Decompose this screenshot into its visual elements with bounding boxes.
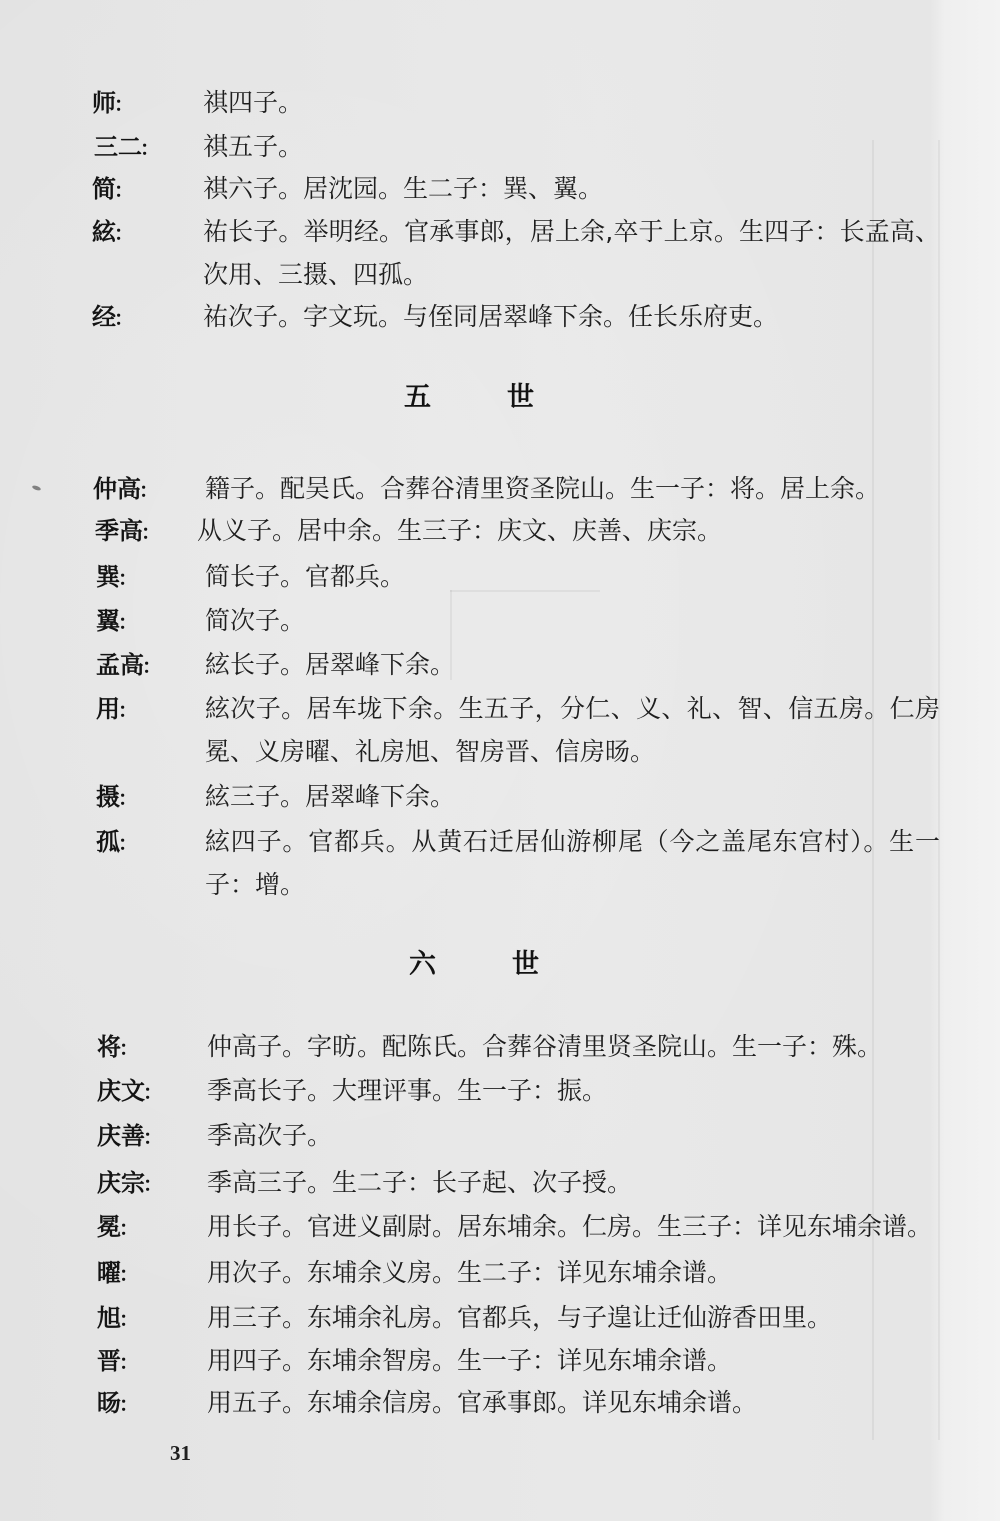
entry-row <box>0 782 1000 812</box>
entry-row-continuation <box>0 260 1000 290</box>
entry-row <box>0 474 1000 504</box>
entry-description: 絃次子。居车垅下余。生五子，分仁、义、礼、智、信五房。仁房 <box>205 694 940 723</box>
entry-description: 季高三子。生二子：长子起、次子授。 <box>207 1168 633 1197</box>
entry-description: 絃三子。居翠峰下余。 <box>205 782 456 811</box>
entry-row <box>0 1303 1000 1333</box>
entry-description: 子：增。 <box>205 870 306 899</box>
entry-name: 庆善： <box>97 1122 163 1150</box>
entry-row <box>0 174 1000 204</box>
entry-name: 孤： <box>96 828 138 856</box>
entry-name: 晋： <box>97 1347 139 1375</box>
entry-description: 用五子。东埔余信房。官承事郎。详见东埔余谱。 <box>207 1388 758 1417</box>
entry-row <box>0 1388 1000 1418</box>
entry-name: 简： <box>92 175 134 203</box>
entry-name: 师： <box>92 89 134 117</box>
entry-name: 旭： <box>97 1304 139 1332</box>
entry-description: 祺四子。 <box>203 88 304 117</box>
entry-row <box>0 1212 1000 1242</box>
entry-description: 籍子。配吴氏。合葬谷清里资圣院山。生一子：将。居上余。 <box>205 474 881 503</box>
generation-heading: 六世 <box>409 949 615 980</box>
entry-name: 用： <box>96 695 138 723</box>
entry-row <box>0 1032 1000 1062</box>
entry-row <box>0 650 1000 680</box>
entry-row <box>0 1168 1000 1198</box>
entry-name: 庆宗： <box>97 1169 163 1197</box>
entry-name: 经： <box>92 303 134 331</box>
entry-description: 季高长子。大理评事。生一子：振。 <box>207 1076 608 1105</box>
entry-description: 次用、三摄、四孤。 <box>203 260 429 289</box>
entry-name: 三二： <box>94 133 160 161</box>
entry-row <box>0 606 1000 636</box>
entry-description: 用三子。东埔余礼房。官都兵，与子遑让迁仙游香田里。 <box>207 1303 833 1332</box>
entry-name: 巽： <box>96 563 138 591</box>
entry-row <box>0 694 1000 724</box>
entry-name: 季高： <box>95 517 161 545</box>
entry-description: 用四子。东埔余智房。生一子：详见东埔余谱。 <box>207 1346 733 1375</box>
entry-description: 絃长子。居翠峰下余。 <box>205 650 456 679</box>
entry-row <box>0 1076 1000 1106</box>
page-number: 31 <box>170 1441 191 1465</box>
entry-row <box>0 1346 1000 1376</box>
entry-row <box>0 132 1000 162</box>
entry-row <box>0 516 1000 546</box>
entry-name: 庆文： <box>97 1077 163 1105</box>
entry-row <box>0 1121 1000 1151</box>
entry-name: 冕： <box>97 1213 139 1241</box>
entry-description: 仲高子。字昉。配陈氏。合葬谷清里贤圣院山。生一子：殊。 <box>207 1032 883 1061</box>
entry-row <box>0 1258 1000 1288</box>
entry-row <box>0 217 1000 247</box>
entry-name: 将： <box>97 1033 139 1061</box>
entry-description: 简次子。 <box>205 606 306 635</box>
entry-name: 絃： <box>92 218 134 246</box>
entry-row <box>0 827 1000 857</box>
generation-heading: 五世 <box>404 382 610 413</box>
entry-name: 旸： <box>97 1389 139 1417</box>
entry-name: 翼： <box>96 607 138 635</box>
entry-description: 季高次子。 <box>207 1121 333 1150</box>
entry-row <box>0 302 1000 332</box>
entry-name: 仲高： <box>93 475 159 503</box>
entry-description: 祐次子。字文玩。与侄同居翠峰下余。任长乐府吏。 <box>203 302 779 331</box>
entry-row-continuation <box>0 737 1000 767</box>
entry-name: 摄： <box>96 783 138 811</box>
entry-description: 用次子。东埔余义房。生二子：详见东埔余谱。 <box>207 1258 733 1287</box>
entry-name: 曜： <box>97 1259 139 1287</box>
entry-description: 絃四子。官都兵。从黄石迁居仙游柳尾（今之盖尾东宫村）。生一 <box>205 827 940 856</box>
entry-description: 用长子。官进义副尉。居东埔余。仁房。生三子：详见东埔余谱。 <box>207 1212 933 1241</box>
entry-name: 孟高： <box>96 651 162 679</box>
entry-row-continuation <box>0 870 1000 900</box>
entry-row <box>0 88 1000 118</box>
entry-description: 冕、义房曜、礼房旭、智房晋、信房旸。 <box>205 737 656 766</box>
entry-description: 祺五子。 <box>203 132 304 161</box>
entry-description: 祺六子。居沈园。生二子：巽、翼。 <box>203 174 604 203</box>
entry-description: 简长子。官都兵。 <box>205 562 406 591</box>
entry-row <box>0 562 1000 592</box>
entry-description: 祐长子。举明经。官承事郎，居上余,卒于上京。生四子：长孟高、 <box>203 217 940 246</box>
entry-description: 从义子。居中余。生三子：庆文、庆善、庆宗。 <box>197 516 723 545</box>
